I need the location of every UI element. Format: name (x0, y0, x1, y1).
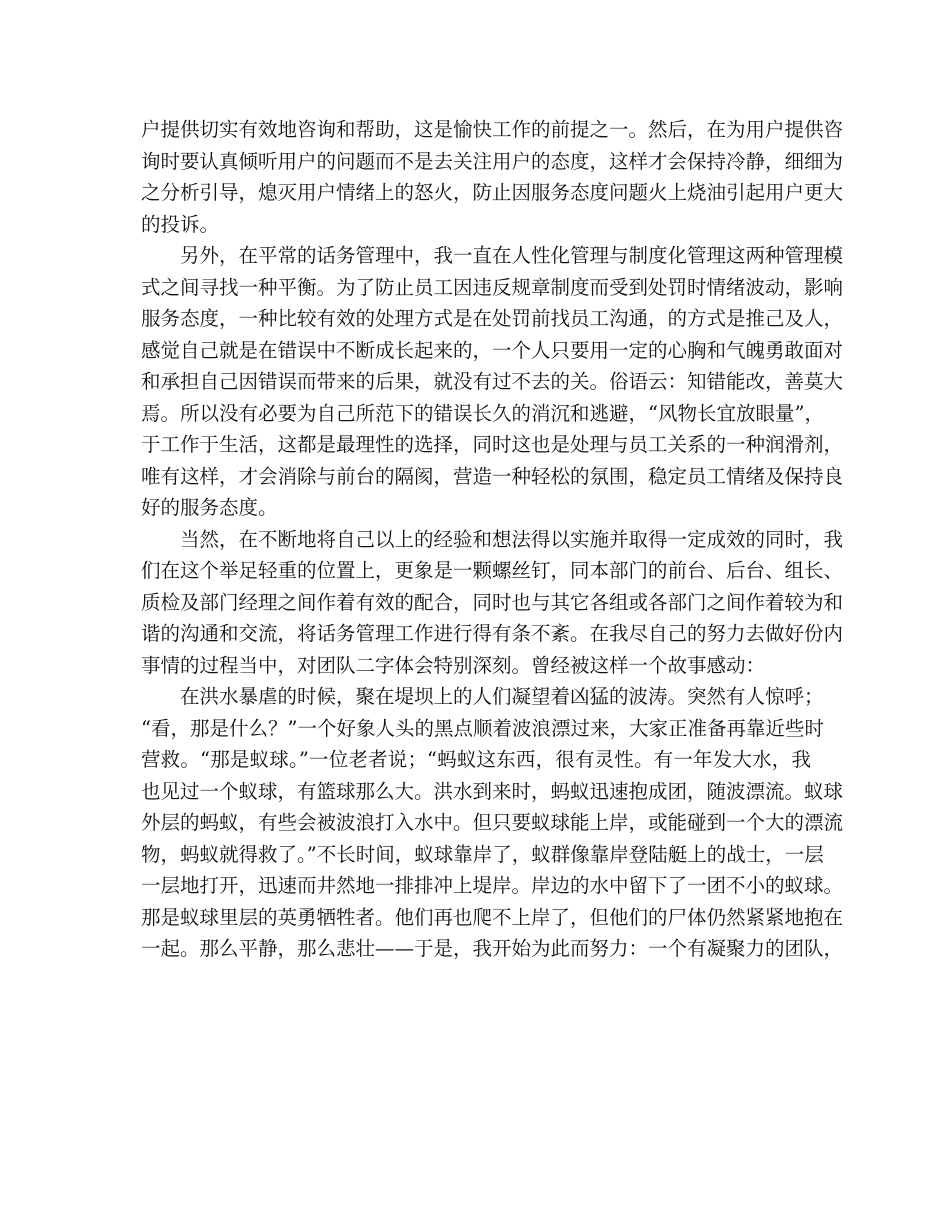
text-line: 一层地打开，迅速而井然地一排排冲上堤岸。岸边的水中留下了一团不小的蚁球。 (141, 874, 844, 897)
text-line: 于工作于生活，这都是最理性的选择，同时这也是处理与员工关系的一种润滑剂， (141, 433, 844, 456)
text-line: 和承担自己因错误而带来的后果，就没有过不去的关。俗语云：知错能改，善莫大 (141, 370, 844, 393)
text-line: 的投诉。 (141, 212, 220, 236)
text-line: 谐的沟通和交流，将话务管理工作进行得有条不紊。在我尽自己的努力去做好份内 (141, 622, 844, 645)
text-line: 外层的蚂蚁，有些会被波浪打入水中。但只要蚁球能上岸，或能碰到一个大的漂流 (141, 811, 844, 834)
text-line: 之分析引导，熄灭用户情绪上的怒火，防止因服务态度问题火上烧油引起用户更大 (141, 181, 844, 204)
text-line: 物，蚂蚁就得救了。”不长时间，蚁球靠岸了，蚁群像靠岸登陆艇上的战士，一层 (141, 842, 824, 866)
text-line: 唯有这样，才会消除与前台的隔阂，营造一种轻松的氛围，稳定员工情绪及保持良 (141, 464, 844, 488)
text-line: 那是蚁球里层的英勇牺牲者。他们再也爬不上岸了，但他们的尸体仍然紧紧地抱在 (141, 905, 844, 929)
text-line: 另外，在平常的话务管理中，我一直在人性化管理与制度化管理这两种管理模 (180, 244, 844, 267)
text-line: 在洪水暴虐的时候，聚在堤坝上的人们凝望着凶猛的波涛。突然有人惊呼； (180, 685, 824, 708)
text-line: 一起。那么平静，那么悲壮——于是，我开始为此而努力：一个有凝聚力的团队， (141, 937, 844, 960)
text-line: 事情的过程当中，对团队二字体会特别深刻。曾经被这样一个故事感动： (141, 653, 766, 677)
text-line: 询时要认真倾听用户的问题而不是去关注用户的态度，这样才会保持冷静，细细为 (141, 149, 844, 173)
text-line: 感觉自己就是在错误中不断成长起来的，一个人只要用一定的心胸和气魄勇敢面对 (141, 338, 844, 362)
text-line: 好的服务态度。 (141, 496, 278, 519)
text-line: 户提供切实有效地咨询和帮助，这是愉快工作的前提之一。然后，在为用户提供咨 (141, 118, 844, 141)
text-line: 质检及部门经理之间作着有效的配合，同时也与其它各组或各部门之间作着较为和 (141, 590, 844, 614)
text-line: 们在这个举足轻重的位置上，更象是一颗螺丝钉，同本部门的前台、后台、组长、 (141, 559, 844, 582)
text-line: 服务态度，一种比较有效的处理方式是在处罚前找员工沟通，的方式是推己及人， (141, 307, 844, 330)
text-line: 当然，在不断地将自己以上的经验和想法得以实施并取得一定成效的同时，我 (180, 527, 844, 551)
text-line: 焉。所以没有必要为自己所范下的错误长久的消沉和逃避，“风物长宜放眼量”， (141, 401, 824, 425)
text-line: 营救。“那是蚁球。”一位老者说；“蚂蚁这东西，很有灵性。有一年发大水，我 (141, 748, 811, 771)
text-line: 式之间寻找一种平衡。为了防止员工因违反规章制度而受到处罚时情绪波动，影响 (141, 275, 844, 299)
body-text (141, 114, 844, 965)
text-line: “看，那是什么？”一个好象人头的黑点顺着波浪漂过来，大家正准备再靠近些时 (141, 716, 824, 740)
text-line: 也见过一个蚁球，有篮球那么大。洪水到来时，蚂蚁迅速抱成团，随波漂流。蚁球 (141, 779, 844, 803)
